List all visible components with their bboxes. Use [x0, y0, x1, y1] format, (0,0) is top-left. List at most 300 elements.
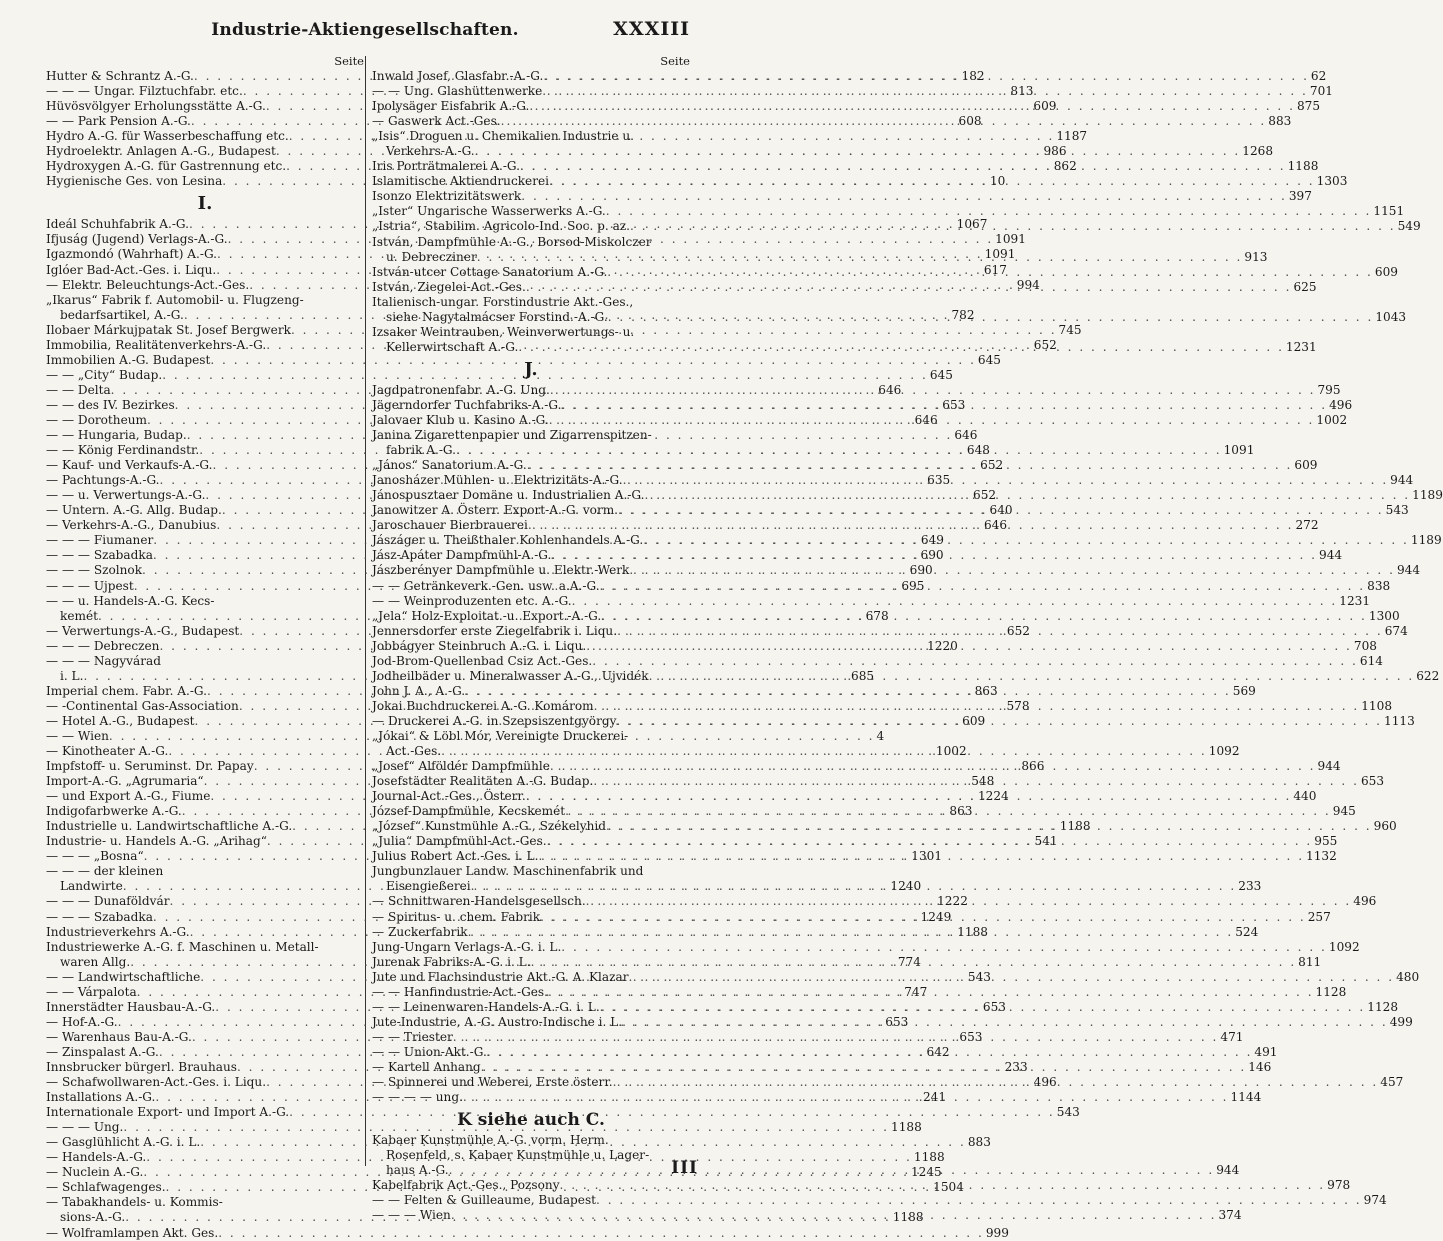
entry-text: „Ister“ Ungarische Wasserwerks A.-G. [372, 204, 606, 219]
seite-label-right: Seite [660, 54, 690, 68]
dot-leader [645, 488, 1411, 503]
entry-text: Janosházer Mühlen- u. Elektrizitäts-A.-G. [372, 473, 623, 488]
entry-text: Julius Robert Act.-Ges. i. L. [372, 849, 539, 864]
index-entry [372, 189, 1312, 204]
entry-text: Indigofarbwerke A.-G. [46, 804, 182, 819]
entry-text: István, Ziegelei-Act.-Ges. [372, 279, 526, 294]
dot-leader [618, 503, 1384, 518]
entry-text: — Hof-A.-G. [46, 1014, 118, 1029]
entry-text: — — — Fiumaner [46, 533, 154, 548]
page-ref: 1189 [1410, 533, 1442, 548]
entry-text: Kabelfabrik Act.-Ges., Pozsony [372, 1178, 560, 1193]
entry-text: Installations A.-G. [46, 1090, 156, 1105]
dot-leader [475, 144, 1241, 159]
page-ref: 635 [927, 473, 951, 488]
entry-text: — — „City“ Budap. [46, 367, 163, 382]
page-ref: 1128 [1367, 999, 1399, 1014]
dot-leader [565, 804, 1331, 819]
dot-leader [601, 609, 1367, 624]
entry-text: — Pachtungs-A.-G. [46, 473, 160, 488]
entry-text: Kellerwirtschaft A.-G. [386, 339, 519, 354]
entry-text: — Schnittwaren-Handelsgesellsch. [372, 894, 586, 909]
entry-text: — — — Dunaföldvár [46, 894, 170, 909]
entry-text: — — — Wien [372, 1208, 451, 1223]
entry-text: Hutter & Schrantz A.-G. [46, 69, 194, 83]
index-entry [372, 653, 1383, 669]
dot-leader [586, 894, 1352, 909]
dot-leader [540, 910, 1306, 925]
entry-text: Eisengießerei [386, 879, 471, 894]
dot-leader [600, 1000, 1366, 1015]
entry-text: Impfstoff- u. Seruminst. Dr. Papay [46, 759, 254, 774]
entry-text: — Druckerei A.-G. in Szepsiszentgyörgy [372, 713, 617, 728]
dot-leader [453, 1030, 1219, 1045]
dot-leader [607, 262, 1373, 280]
page-ref: 1188 [957, 924, 988, 939]
entry-text: — — u. Verwertungs-A.-G. [46, 488, 206, 503]
entry-text: Hydroelektr. Anlagen A.-G., Budapest [46, 144, 276, 159]
entry-text: — Spiritus- u. chem. Fabrik [372, 909, 541, 924]
page-ref: 625 [1293, 279, 1317, 294]
page-ref: 480 [1396, 969, 1420, 984]
page-ref: 955 [1314, 834, 1338, 849]
entry-text: haus A.-G. [386, 1163, 449, 1178]
index-entry [372, 235, 690, 250]
entry-text: — und Export A.-G., Fiume [46, 789, 211, 804]
page-ref: 1249 [920, 909, 952, 924]
dot-leader [471, 879, 1237, 894]
page-ref: 609 [962, 713, 986, 728]
page-ref: 1132 [1306, 849, 1337, 864]
page-ref: 617 [983, 262, 1007, 277]
entry-text: Industrieverkehrs A.-G. [46, 924, 190, 939]
page-ref: 496 [1033, 1075, 1057, 1090]
page-ref: 646 [983, 518, 1008, 533]
index-entry [46, 352, 1002, 368]
page-ref: 146 [1248, 1060, 1272, 1074]
entry-text: — Tabakhandels- u. Kommis- [46, 1195, 223, 1210]
page-ref: 944 [1390, 473, 1414, 488]
entry-text: Janina Zigarettenpapier und Zigarrenspitzen- [372, 428, 652, 443]
dot-leader [538, 849, 1304, 864]
entry-text: — — Leinenwaren-Handels-A.-G. i. L. [372, 999, 600, 1014]
entry-text: Igazmondó (Wahrhaft) A.-G. [46, 247, 218, 262]
page-ref: 182 [961, 69, 985, 83]
dot-leader [572, 594, 1338, 609]
entry-text: Izsaker Weintrauben, Weinverwertungs- u. [372, 324, 635, 339]
dot-leader [594, 699, 1360, 714]
entry-text: — — — Ung. [46, 1120, 124, 1135]
page-ref: 945 [1332, 804, 1356, 819]
page-ref: 608 [958, 114, 982, 129]
entry-text: — Gaswerk Act.-Ges. [372, 114, 501, 129]
index-entry [46, 1195, 364, 1210]
dot-leader [528, 518, 1294, 533]
entry-text: Industrie- u. Handels A.-G. „Arihag“ [46, 834, 267, 849]
entry-text: — — Triester [372, 1029, 453, 1044]
section-letter-k: K siehe auch C. [457, 1110, 605, 1131]
page-ref: 795 [1317, 382, 1341, 397]
signature-mark: III [671, 1158, 698, 1178]
entry-text: — Kartell Anhang [372, 1060, 481, 1074]
page-ref: 4 [876, 728, 885, 743]
entry-text: — Kinotheater A.-G. [46, 744, 169, 759]
entry-text: Jászáger u. Theißthaler Kohlenhandels A.-G. [372, 533, 644, 548]
dot-leader [630, 219, 1396, 234]
dot-leader [586, 639, 1352, 654]
page-ref: 1303 [1316, 174, 1348, 189]
dot-leader [526, 789, 1292, 804]
page-ref: 652 [1033, 337, 1057, 352]
page-ref: 1092 [1328, 939, 1360, 954]
entry-text: István, Dampfmühle A.-G., Borsod-Miskolczer [372, 234, 652, 249]
entry-text: Jung-Ungarn Verlags-A.-G. i. L. [372, 939, 562, 954]
page-ref: 653 [885, 1014, 909, 1029]
page-ref: 701 [1309, 84, 1333, 99]
page-ref: 1144 [1230, 1090, 1262, 1105]
page-ref: 272 [1295, 518, 1319, 533]
page-ref: 1188 [891, 1120, 922, 1135]
entry-text: Landwirte [60, 879, 123, 894]
page-ref: 1301 [911, 849, 943, 864]
page-ref: 499 [1389, 1014, 1413, 1029]
page-ref: 866 [1021, 759, 1045, 774]
entry-text: Jokai Buchdruckerei A.-G. Komárom [372, 698, 594, 713]
index-entry [372, 129, 690, 144]
dot-leader [549, 174, 1315, 189]
page-ref: 674 [1384, 623, 1408, 638]
page-ref: 614 [1359, 653, 1383, 668]
entry-text: Jász-Apáter Dampfmühl-A.-G. [372, 548, 552, 563]
dot-leader [531, 955, 1297, 970]
entry-text: — — — Debreczen [46, 638, 160, 653]
entry-text: — Schlafwagenges. [46, 1180, 166, 1195]
entry-text: Innerstädter Hausbau-A.-G. [46, 999, 216, 1014]
index-entry [46, 1105, 1080, 1120]
entry-text: u. Debrecziner [386, 249, 477, 264]
entry-text: — Kauf- und Verkaufs-A.-G. [46, 458, 213, 473]
dot-leader [592, 654, 1358, 669]
entry-text: Jászberényer Dampfmühle u. Elektr.-Werk [372, 563, 630, 578]
dot-leader [617, 624, 1383, 639]
entry-text: József-Dampfmühle, Kecskemét [372, 804, 566, 819]
entry-text: — — Várpalota [46, 984, 137, 999]
entry-text: — — u. Handels-A.-G. Kecs- [46, 593, 215, 608]
index-entry [46, 654, 364, 669]
dot-leader [616, 714, 1382, 729]
page-ref: 863 [949, 804, 973, 819]
page-ref: 1091 [1223, 443, 1255, 458]
entry-text: — — Park Pension A.-G. [46, 114, 191, 129]
entry-text: Hüvösvölgyer Erholungsstätte A.-G. [46, 99, 266, 114]
page-ref: 944 [1317, 759, 1341, 774]
page-ref: 1113 [1384, 713, 1415, 728]
page-ref: 440 [1293, 789, 1317, 804]
page-ref: 646 [914, 412, 938, 427]
dot-leader [441, 744, 1207, 759]
dot-leader [549, 413, 1315, 428]
entry-text: Journal-Act.-Ges., Österr. [372, 789, 526, 804]
dot-leader [596, 1193, 1362, 1208]
entry-text: Jurenak Fabriks-A.-G. i. L. [372, 954, 531, 969]
entry-text: — — Landwirtschaftliche [46, 969, 201, 984]
index-entry [372, 428, 690, 443]
page-ref: 944 [1396, 563, 1421, 578]
page-ref: 811 [1298, 954, 1322, 969]
entry-text: i. L. [60, 668, 84, 683]
entry-text: „Julia“ Dampfmühl-Act.-Ges. [372, 834, 547, 849]
entry-text: — — König Ferdinandstr. [46, 443, 200, 458]
page-ref: 1188 [1059, 819, 1091, 834]
page-ref: 747 [904, 984, 928, 999]
dot-leader [606, 819, 1372, 834]
entry-text: — — — der kleinen [46, 864, 164, 879]
dot-leader [468, 925, 1234, 940]
index-entry [372, 1148, 690, 1163]
page-ref: 1245 [910, 1165, 942, 1180]
index-entry [372, 593, 1371, 609]
page-ref: 862 [1053, 159, 1077, 174]
entry-text: kemét [60, 608, 98, 623]
page-ref: 1091 [995, 232, 1026, 247]
entry-text: Jod-Brom-Quellenbad Csiz Act.-Ges. [372, 653, 593, 668]
entry-text: — Handels-A.-G. [46, 1150, 147, 1165]
page-number: XXXIII [613, 18, 690, 40]
page-ref: 397 [1288, 189, 1312, 204]
page-ref: 1231 [1285, 339, 1317, 354]
page-ref: 1002 [1316, 412, 1348, 427]
dot-leader [593, 774, 1359, 789]
entry-text: „Istria“, Stabilim. Agricolo-Ind. Soc. p. az. [372, 219, 630, 234]
entry-text: Jute und Flachsindustrie Akt.-G. A. Klazar [372, 969, 629, 984]
entry-text: Ipolysäger Eisfabrik A.-G. [372, 99, 530, 114]
index-entry [372, 325, 690, 340]
entry-text: Iris Porträtmalerei A.-G. [372, 159, 520, 174]
entry-text: — — Getränkeverk.-Gen. usw. a.A.-G. [372, 578, 600, 593]
page-ref: 609 [1294, 458, 1318, 473]
entry-text: — — — — ung. [372, 1090, 463, 1105]
entry-text: Josefstädter Realitäten A.-G. Budap. [372, 774, 594, 789]
entry-text: Verkehrs-A.-G. [386, 144, 475, 159]
entry-text: Jaroschauer Bierbrauerei [372, 518, 528, 533]
entry-text: Industrielle u. Landwirtschaftliche A.-G. [46, 819, 293, 834]
entry-text: Jennersdorfer erste Ziegelfabrik i. Liqu. [372, 623, 618, 638]
page-ref: 1504 [933, 1180, 964, 1195]
dot-leader [218, 1226, 984, 1241]
entry-text: — — — Szabadka [46, 909, 153, 924]
entry-text: — — Ung. Glashüttenwerke [372, 84, 543, 99]
page-ref: 457 [1380, 1075, 1404, 1090]
dot-leader [520, 159, 1286, 174]
entry-text: „Jela“ Holz-Exploitat.-u. Export.-A.-G. [372, 608, 602, 623]
page-ref: 875 [1296, 99, 1321, 114]
entry-text: — — Union-Akt.-G. [372, 1044, 487, 1059]
page-ref: 1268 [1242, 144, 1274, 159]
page-ref: 695 [901, 578, 925, 593]
entry-text: „Josef“ Alföldér Dampfmühle [372, 759, 550, 774]
page-ref: 569 [1232, 683, 1256, 698]
entry-text: — — Weinproduzenten etc. A.-G. [372, 593, 572, 608]
dot-leader [526, 277, 1292, 295]
entry-text: Industriewerke A.-G. f. Maschinen u. Metall- [46, 939, 319, 954]
page-ref: 999 [985, 1225, 1009, 1240]
dot-leader [561, 940, 1327, 955]
entry-text: — Zinspalast A.-G. [46, 1044, 159, 1059]
entry-text: — Verkehrs-A.-G., Danubius [46, 518, 217, 533]
dot-leader [501, 114, 1267, 129]
page-ref: 642 [926, 1044, 950, 1059]
dot-leader [465, 684, 1231, 699]
dot-leader [550, 383, 1316, 398]
entry-text: — Zuckerfabrik [372, 924, 468, 939]
dot-leader [649, 669, 1415, 684]
page-ref: 548 [971, 774, 995, 789]
page-ref: 978 [1327, 1178, 1351, 1193]
page-ref: 62 [1310, 69, 1327, 83]
entry-text: Inwald Josef, Glasfabr.-A.-G. [372, 69, 544, 83]
page-ref: 1091 [984, 247, 1016, 262]
entry-text: Ilobaer Márkujpatak St. Josef Bergwerk [46, 322, 291, 337]
entry-text: „János“ Sanatorium A.-G. [372, 458, 527, 473]
page-ref: 708 [1353, 638, 1377, 653]
page-ref: 10 [989, 174, 1006, 189]
entry-text: sions-A.-G. [60, 1210, 126, 1225]
entry-text: — Spinnerei und Weberei, Erste österr. [372, 1075, 613, 1090]
entry-text: — — Hanfindustrie-Act.-Ges. [372, 984, 548, 999]
page-ref: 653 [1360, 774, 1385, 789]
entry-text: — -Continental Gas-Association [46, 698, 239, 713]
entry-text: — Wolframlampen Akt. Ges. [46, 1225, 219, 1240]
dot-leader [527, 458, 1293, 473]
page-title: Industrie-Aktiengesellschaften. [211, 20, 519, 40]
entry-text: Kabaer Kunstmühle A.-G. vorm. Herm. [372, 1133, 609, 1148]
entry-text: Jungbunzlauer Landw. Maschinenfabrik und [372, 864, 644, 879]
entry-text: Janowitzer A. Österr. Export-A.-G. vorm. [372, 503, 619, 518]
index-entry [372, 204, 1405, 219]
page-ref: 974 [1363, 1193, 1387, 1208]
dot-leader [643, 533, 1409, 548]
dot-leader [623, 473, 1389, 488]
entry-text: — — Wien [46, 728, 109, 743]
page-ref: 491 [1254, 1044, 1278, 1059]
page-ref: 241 [922, 1090, 947, 1105]
dot-leader [518, 337, 1284, 355]
page-ref: 813 [1010, 84, 1034, 99]
page-ref: 1188 [1287, 159, 1319, 174]
entry-text: Import-A.-G. „Agrumaria“ [46, 774, 204, 789]
entry-text: Jagdpatronenfabr. A.-G. Ung. [372, 382, 550, 397]
dot-leader [542, 84, 1308, 99]
dot-leader [547, 834, 1313, 849]
dot-leader [451, 1208, 1217, 1223]
page-ref: 640 [989, 503, 1013, 518]
page-ref: 1300 [1368, 608, 1400, 623]
entry-text: Jägerndorfer Tuchfabriks-A.-G. [372, 397, 562, 412]
page-ref: 1188 [892, 1210, 924, 1225]
entry-text: — — — Ujpest [46, 578, 134, 593]
entry-text: — Schafwollwaren-Act.-Ges. i. Liqu. [46, 1075, 267, 1090]
entry-text: — — Felten & Guilleaume, Budapest [372, 1193, 597, 1208]
index-entry [46, 293, 364, 308]
dot-leader [608, 307, 1374, 325]
entry-text: Islamitische Aktiendruckerei [372, 174, 550, 189]
entry-text: Act.-Ges. [386, 744, 442, 759]
page-ref: 1189 [1412, 488, 1443, 503]
entry-text: — — — Szolnok [46, 563, 143, 578]
page-ref: 543 [1385, 503, 1409, 518]
page-ref: 1002 [935, 744, 967, 759]
entry-text: — Hotel A.-G., Budapest [46, 713, 195, 728]
entry-text: bedarfsartikel, A.-G. [60, 307, 184, 322]
dot-leader [560, 1178, 1326, 1193]
page-ref: 578 [1006, 698, 1030, 713]
index-entry [372, 939, 1360, 955]
page-ref: 653 [959, 1029, 983, 1044]
entry-text: Hydroxygen A.-G. für Gastrennung etc. [46, 159, 287, 174]
page-ref: 233 [1004, 1060, 1028, 1074]
page-ref: 652 [980, 458, 1004, 473]
entry-text: fabrik A.-G. [386, 443, 456, 458]
page-ref: 1224 [977, 789, 1009, 804]
page-ref: 609 [1374, 264, 1398, 279]
page-ref: 541 [1034, 834, 1058, 849]
entry-text: — Verwertungs-A.-G., Budapest [46, 623, 240, 638]
dot-leader [543, 69, 1309, 84]
entry-text: — Gasglühlicht A.-G. i. L. [46, 1135, 201, 1150]
page-ref: 549 [1397, 219, 1421, 234]
entry-text: Innsbrucker bürgerl. Brauhaus [46, 1060, 237, 1074]
page-ref: 1092 [1208, 744, 1240, 759]
dot-leader [487, 1045, 1253, 1060]
dot-leader [449, 1163, 1215, 1178]
entry-text: Imperial chem. Fabr. A.-G. [46, 683, 207, 698]
dot-leader [561, 398, 1327, 413]
page-ref: 1151 [1373, 204, 1405, 219]
entry-text: Rosenfeld, s. Kabaer Kunstmühle u. Lager- [386, 1148, 650, 1163]
entry-text: István-utcer Cottage Sanatorium A.-G. [372, 264, 608, 279]
index-entry [46, 940, 364, 955]
page-ref: 883 [1268, 114, 1292, 129]
dot-leader [521, 189, 1287, 204]
entry-text: „Isis“ Droguen u. Chemikalien Industrie u. [372, 129, 634, 144]
page-ref: 1043 [1375, 309, 1407, 324]
page-ref: 838 [1367, 578, 1391, 593]
entry-text: Immobilien A.-G. Budapest [46, 352, 211, 367]
dot-leader [456, 443, 1222, 458]
page-ref: 652 [1006, 623, 1030, 638]
entry-text: — — Dorotheum [46, 412, 147, 427]
entry-text: John J. A., A.-G. [372, 683, 466, 698]
entry-text: siehe Nagytalmácser Forstind.-A.-G. [386, 309, 608, 324]
index-entry [372, 1193, 1387, 1208]
entry-text: Jute-Industrie, A.-G. Austro-Indische i. L. [372, 1014, 623, 1029]
page-ref: 678 [865, 608, 889, 623]
page-ref: 471 [1220, 1029, 1244, 1044]
page-ref: 863 [974, 683, 998, 698]
entry-text: — — — Ungar. Filztuchfabr. etc. [46, 84, 243, 99]
page-ref: 1222 [937, 894, 968, 909]
dot-leader [600, 579, 1366, 594]
page-ref: 646 [954, 428, 978, 443]
page-ref: 913 [1244, 249, 1268, 264]
page-ref: 233 [1238, 879, 1262, 894]
page-ref: 1188 [913, 1150, 945, 1165]
page-ref: 1128 [1315, 984, 1347, 999]
index-entry [372, 729, 690, 744]
page-ref: 543 [967, 969, 991, 984]
entry-text: Jalovaer Klub u. Kasino A.-G. [372, 412, 549, 427]
page-ref: 685 [851, 668, 875, 683]
